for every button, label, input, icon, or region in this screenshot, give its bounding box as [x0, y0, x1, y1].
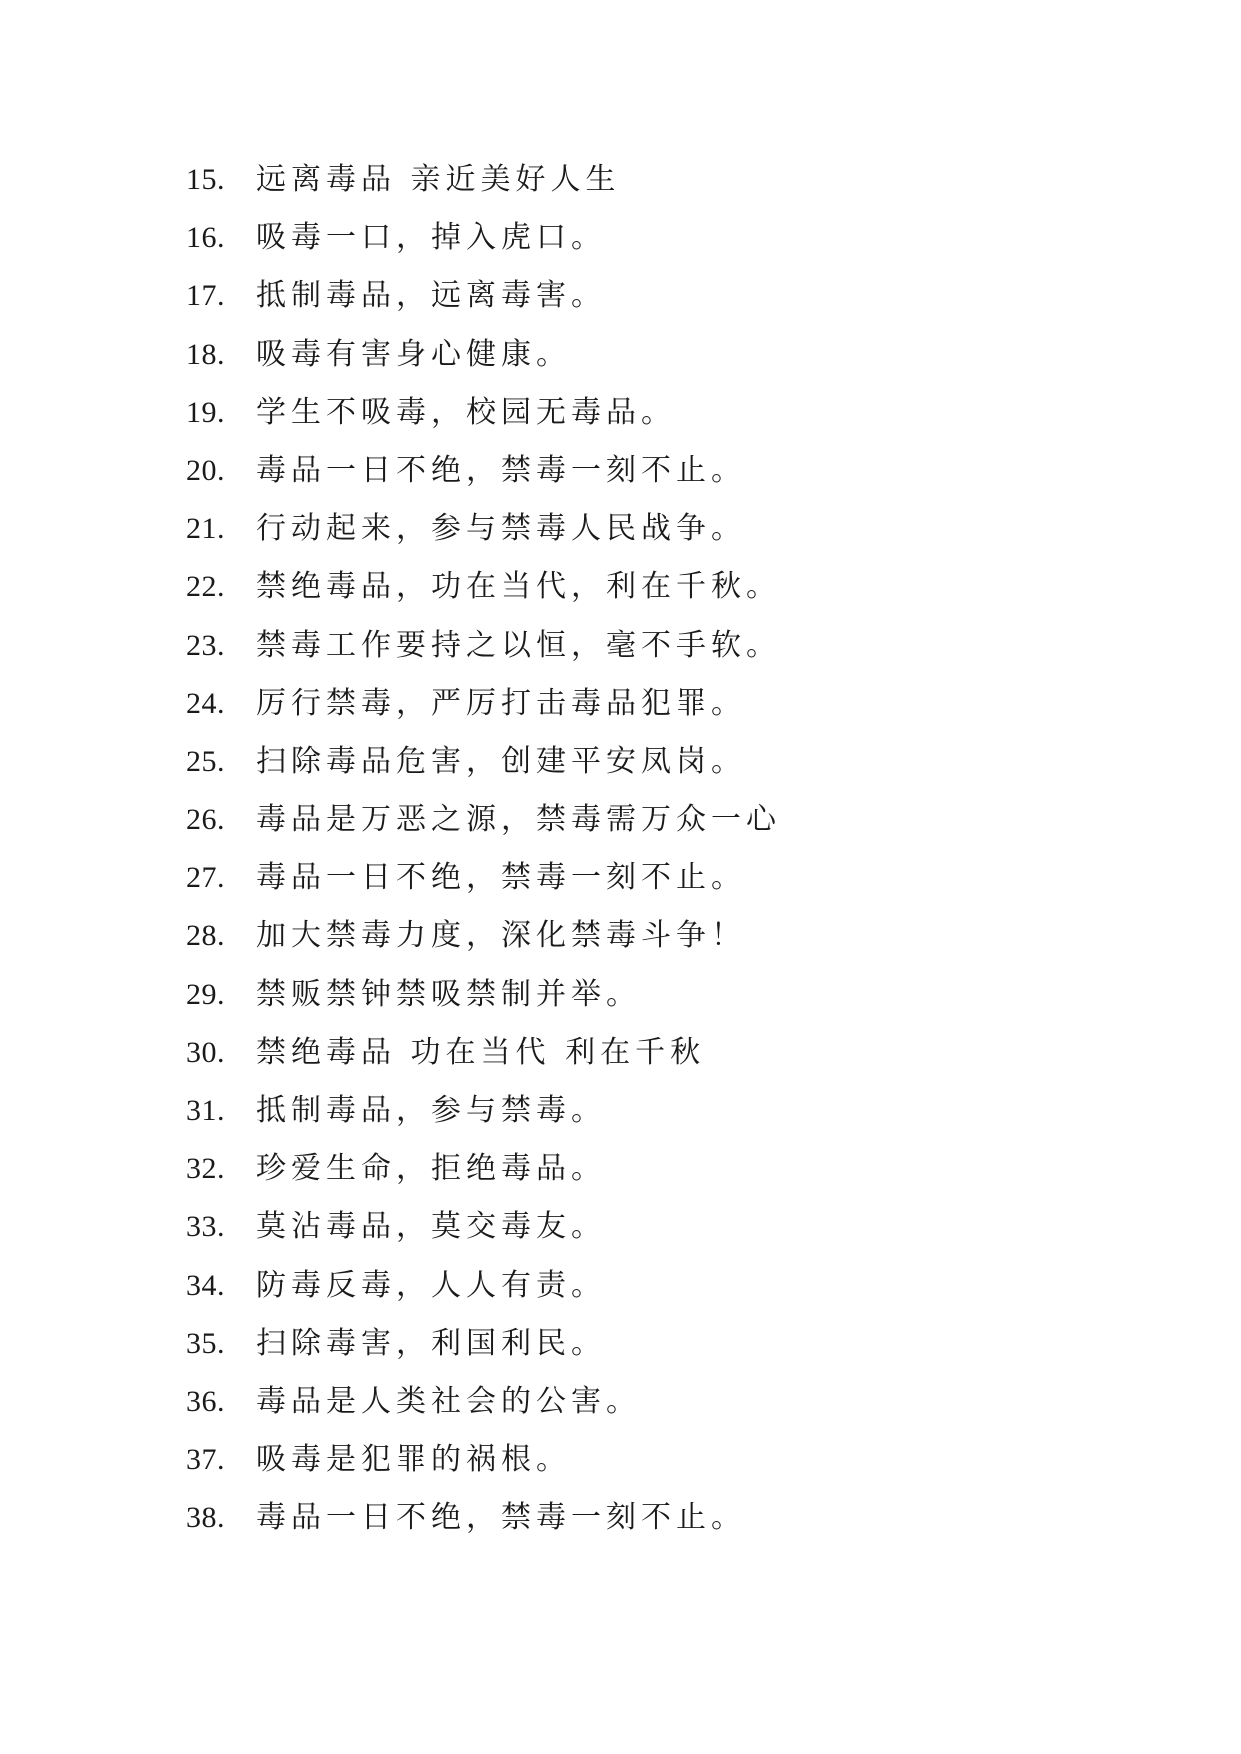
- item-number: 31.: [186, 1094, 225, 1127]
- list-item: [186, 1091, 781, 1149]
- item-text: 加大禁毒力度，深化禁毒斗争！: [256, 918, 746, 954]
- item-text: 吸毒有害身心健康。: [256, 336, 571, 372]
- item-number: 37.: [186, 1443, 225, 1477]
- list-item: [186, 800, 781, 858]
- list-item: [186, 742, 781, 800]
- list-item: [186, 335, 781, 393]
- list-item: [186, 276, 781, 334]
- item-number: 16.: [186, 221, 225, 255]
- item-text: 厉行禁毒，严厉打击毒品犯罪。: [256, 685, 746, 721]
- list-item: [186, 218, 781, 276]
- item-text: 学生不吸毒，校园无毒品。: [256, 394, 676, 430]
- item-text: 扫除毒害，利国利民。: [256, 1325, 606, 1361]
- item-text: 行动起来，参与禁毒人民战争。: [256, 511, 746, 547]
- item-text: 毒品一日不绝，禁毒一刻不止。: [256, 1500, 746, 1536]
- list-item: [186, 1498, 781, 1556]
- item-number: 32.: [186, 1152, 225, 1186]
- list-item: [186, 509, 781, 567]
- item-text: 吸毒一口，掉入虎口。: [256, 220, 606, 256]
- list-item: [186, 160, 781, 218]
- item-number: 25.: [186, 744, 225, 778]
- item-number: 35.: [186, 1326, 225, 1360]
- item-text: 禁贩禁钟禁吸禁制并举。: [256, 976, 641, 1012]
- item-text: 毒品一日不绝，禁毒一刻不止。: [256, 452, 746, 488]
- list-item: [186, 1382, 781, 1440]
- item-text: 吸毒是犯罪的祸根。: [256, 1442, 571, 1478]
- item-number: 17.: [186, 279, 225, 313]
- item-number: 36.: [186, 1384, 225, 1418]
- item-number: 34.: [186, 1268, 225, 1302]
- list-item: [186, 684, 781, 742]
- item-text: 抵制毒品，远离毒害。: [256, 278, 606, 314]
- list-item: [186, 393, 781, 451]
- item-number: 21.: [186, 512, 225, 546]
- slogan-list: [186, 160, 781, 1557]
- item-text: 禁绝毒品，功在当代，利在千秋。: [256, 569, 781, 605]
- item-text: 远离毒品 亲近美好人生: [256, 162, 621, 197]
- item-number: 30.: [186, 1035, 225, 1069]
- list-item: [186, 858, 781, 916]
- item-number: 19.: [186, 395, 225, 429]
- list-item: [186, 1207, 781, 1265]
- list-item: [186, 626, 781, 684]
- list-item: [186, 1033, 781, 1091]
- item-text: 禁绝毒品 功在当代 利在千秋: [256, 1034, 706, 1070]
- item-text: 毒品是万恶之源，禁毒需万众一心: [256, 802, 781, 838]
- item-number: 23.: [186, 628, 225, 662]
- list-item: [186, 1266, 781, 1324]
- list-item: [186, 975, 781, 1033]
- list-item: [186, 1324, 781, 1382]
- list-item: [186, 1440, 781, 1498]
- list-item: [186, 916, 781, 974]
- item-text: 毒品是人类社会的公害。: [256, 1383, 641, 1419]
- item-number: 20.: [186, 453, 225, 487]
- item-text: 扫除毒品危害，创建平安凤岗。: [256, 743, 746, 779]
- item-number: 28.: [186, 919, 225, 953]
- item-number: 15.: [186, 163, 225, 196]
- item-text: 莫沾毒品，莫交毒友。: [256, 1209, 606, 1245]
- item-text: 防毒反毒，人人有责。: [256, 1267, 606, 1303]
- item-number: 27.: [186, 861, 225, 895]
- list-item: [186, 567, 781, 625]
- item-number: 26.: [186, 803, 225, 837]
- item-text: 毒品一日不绝，禁毒一刻不止。: [256, 860, 746, 896]
- item-number: 33.: [186, 1210, 225, 1244]
- item-number: 24.: [186, 686, 225, 720]
- list-item: [186, 1149, 781, 1207]
- item-number: 22.: [186, 570, 225, 604]
- item-number: 29.: [186, 977, 225, 1011]
- item-text: 珍爱生命，拒绝毒品。: [256, 1151, 606, 1187]
- list-item: [186, 451, 781, 509]
- item-text: 抵制毒品，参与禁毒。: [256, 1093, 606, 1128]
- item-number: 18.: [186, 337, 225, 371]
- item-number: 38.: [186, 1501, 225, 1535]
- item-text: 禁毒工作要持之以恒，毫不手软。: [256, 627, 781, 663]
